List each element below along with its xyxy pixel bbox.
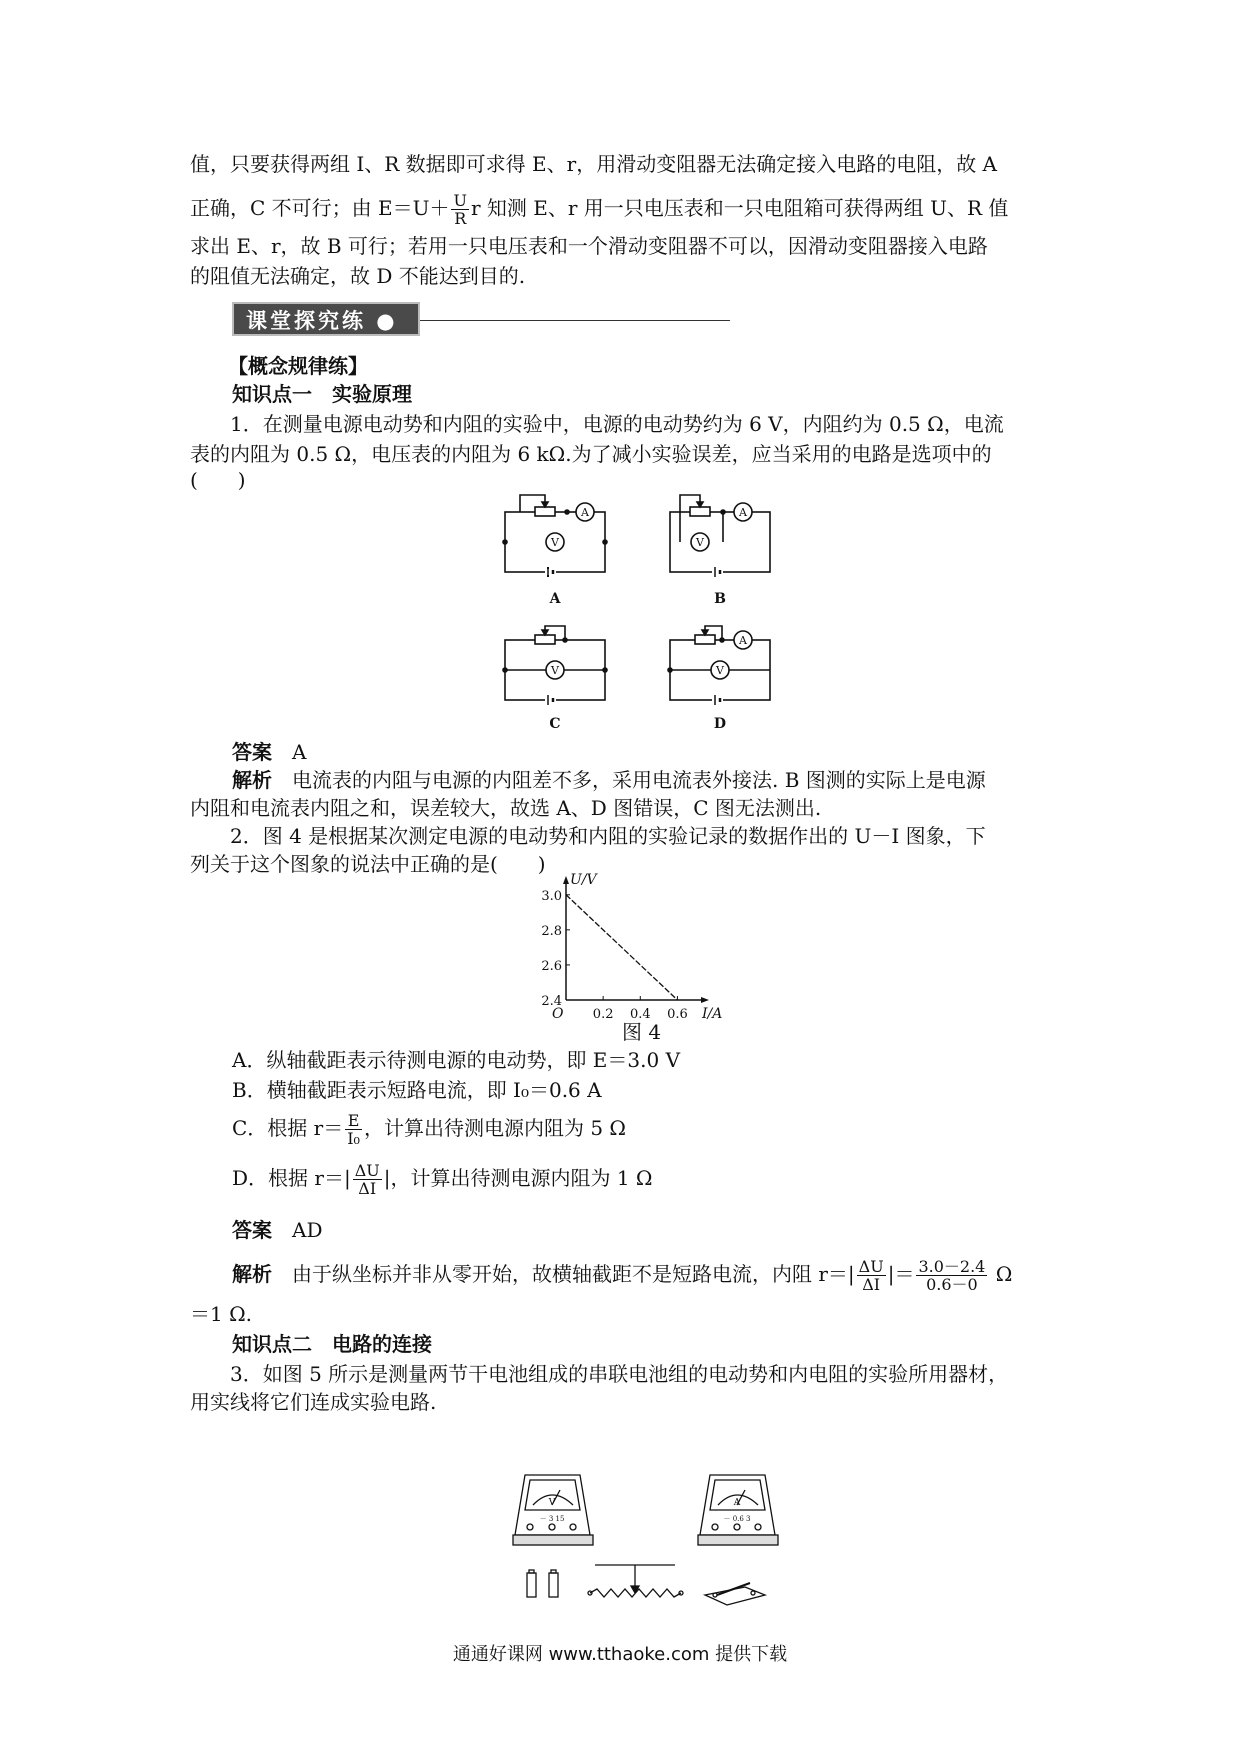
option-d: D．根据 r＝| $\frac{\Delta U}{\Delta I}$ |，计算出待测电源内阻为 1 Ω: [232, 1161, 653, 1198]
q2-analysis-line-1: 解析 由于纵坐标并非从零开始，故横轴截距不是短路电流，内阻 r＝| $\frac{\Delta U}{\Delta I}$ |＝ $\frac{3.0-2.4}{0.6-0}$ Ω: [232, 1257, 1013, 1294]
y-axis-label: U/V: [570, 872, 597, 888]
ammeter-a-label: A: [581, 506, 589, 519]
circuit-b: [670, 495, 770, 577]
ammeter-d-label: A: [739, 634, 747, 647]
origin-label: O: [552, 1006, 564, 1022]
voltmeter-a-label: V: [551, 536, 559, 549]
footer-text: 通通好课网 www.tthaoke.com 提供下载: [452, 1644, 788, 1665]
ammeter-terminals: － 0.6 3: [723, 1515, 751, 1523]
e-over-i0-fraction: $\frac{E}{\text{I₀}}$: [347, 1111, 360, 1148]
u-i-chart: [530, 872, 730, 1022]
y-tick-label: 2.4: [541, 994, 562, 1009]
x-axis-label: I/A: [702, 1006, 723, 1022]
q2-line-2: 列关于这个图象的说法中正确的是( ): [190, 852, 546, 876]
voltmeter-b-label: V: [696, 536, 704, 549]
q1-line-1: 1．在测量电源电动势和内阻的实验中，电源的电动势约为 6 V，内阻约为 0.5 Ω，电流: [230, 412, 1004, 436]
section-banner: 课堂探究练 ●: [232, 302, 420, 336]
voltmeter-d-label: V: [716, 664, 724, 677]
topic-heading-1: 知识点一 实验原理: [232, 382, 412, 406]
fig-label-c: C: [549, 716, 561, 732]
battery-cells: [527, 1570, 558, 1597]
answer-label: 答案: [232, 740, 272, 764]
q3-line-2: 用实线将它们连成实验电路.: [190, 1390, 437, 1414]
voltmeter-device-label: V: [548, 1498, 556, 1508]
fig-label-b: B: [714, 591, 726, 607]
analysis-label: 解析: [232, 768, 272, 792]
q2-line-1: 2．图 4 是根据某次测定电源的电动势和内阻的实验记录的数据作出的 U－I 图象，下: [230, 824, 986, 848]
data-line: [566, 895, 677, 1000]
x-tick-label: 0.2: [592, 1007, 614, 1022]
voltmeter-terminals: － 3 15: [539, 1515, 565, 1523]
answer-value: A: [292, 740, 307, 764]
du-di-fraction: $\frac{\Delta U}{\Delta I}$: [858, 1257, 884, 1294]
intro-line-2-a: 正确，C 不可行；由 E＝U＋: [190, 196, 450, 220]
ammeter-device-label: A: [733, 1498, 741, 1508]
option-c: C．根据 r＝ $\frac{E}{\text{I₀}}$ ，计算出待测电源内阻为 5 Ω: [232, 1111, 626, 1148]
fig4-caption: 图 4: [622, 1020, 662, 1044]
ammeter-device: [698, 1475, 778, 1545]
q2-answer: 答案 AD: [232, 1218, 323, 1242]
fig-label-a: A: [549, 591, 561, 607]
rheostat-device: [588, 1565, 683, 1597]
intro-line-1: 值，只要获得两组 I、R 数据即可求得 E、r，用滑动变阻器无法确定接入电路的电阻，故 A: [190, 152, 997, 176]
intro-line-2-b: r 知测 E、r 用一只电压表和一只电阻箱可获得两组 U、R 值: [470, 196, 1009, 220]
q1-analysis-line-1: 解析 电流表的内阻与电源的内阻差不多，采用电流表外接法. B 图测的实际上是电源: [232, 768, 986, 792]
q2-analysis-line-2: ＝1 Ω.: [190, 1302, 253, 1326]
voltmeter-device: [513, 1475, 593, 1545]
q3-line-1: 3．如图 5 所示是测量两节干电池组成的串联电池组的电动势和内电阻的实验所用器材，: [230, 1362, 1009, 1386]
option-b: B．横轴截距表示短路电流，即 I₀＝0.6 A: [232, 1078, 602, 1102]
x-tick-label: 0.4: [629, 1007, 651, 1022]
voltmeter-c-label: V: [551, 664, 559, 677]
topic-heading-2: 知识点二 电路的连接: [232, 1332, 432, 1356]
q1-answer: [232, 738, 306, 766]
banner-rule: [420, 320, 730, 321]
y-tick-label: 2.8: [541, 923, 562, 939]
q1-line-2: 表的内阻为 0.5 Ω，电压表的内阻为 6 kΩ.为了减小实验误差，应当采用的电路是选项中的: [190, 442, 992, 466]
option-a: A．纵轴截距表示待测电源的电动势，即 E＝3.0 V: [232, 1048, 681, 1072]
numeric-fraction: $\frac{3.0-2.4}{0.6-0}$: [918, 1257, 986, 1294]
intro-line-4: 的阻值无法确定，故 D 不能达到目的.: [190, 264, 526, 288]
y-tick-label: 3.0: [541, 888, 562, 904]
circuit-diagrams: [490, 490, 790, 730]
fig-label-d: D: [713, 716, 727, 732]
intro-line-3: 求出 E、r，故 B 可行；若用一只电压表和一个滑动变阻器不可以，因滑动变阻器接入电路: [190, 234, 988, 258]
section-heading: 【概念规律练】: [228, 354, 368, 378]
q1-analysis-line-2: 内阻和电流表内阻之和，误差较大，故选 A、D 图错误，C 图无法测出.: [190, 796, 822, 820]
intro-line-2: [190, 192, 1008, 227]
ammeter-b-label: A: [739, 506, 747, 519]
du-over-di-fraction: $\frac{\Delta U}{\Delta I}$: [354, 1161, 380, 1198]
apparatus-figure: [505, 1465, 795, 1615]
x-tick-label: 0.6: [667, 1007, 688, 1022]
y-tick-label: 2.6: [541, 958, 562, 974]
u-over-r-fraction: $\frac{U}{R}$: [453, 191, 467, 228]
switch-device: [705, 1583, 765, 1605]
q1-line-3: ( ): [190, 468, 246, 492]
